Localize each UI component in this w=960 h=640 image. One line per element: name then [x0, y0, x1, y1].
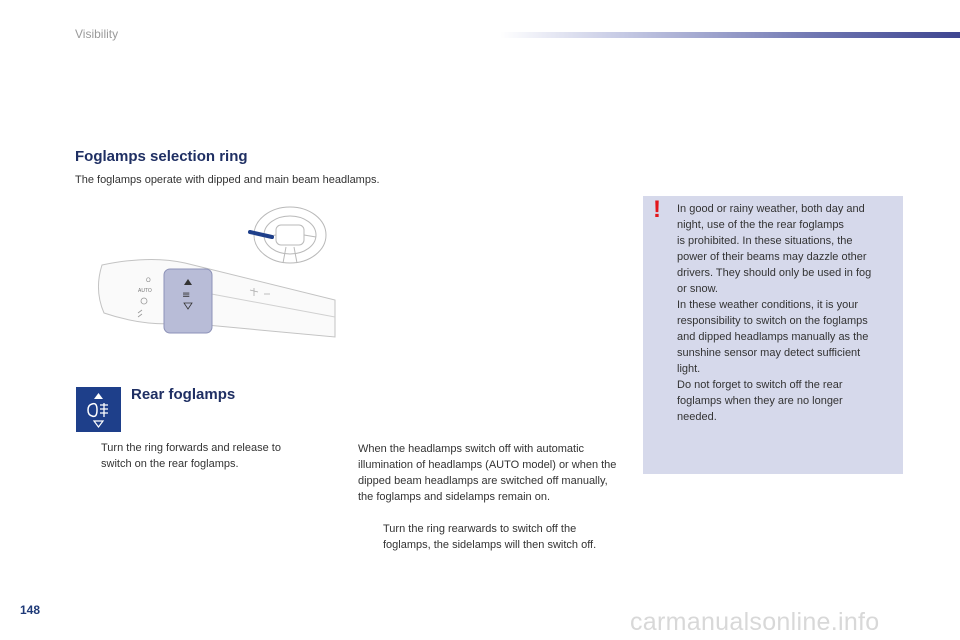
stalk-label-o: O: [146, 278, 151, 284]
foglamp-selection-ring: [164, 269, 212, 333]
warning-line: drivers. They should only be used in fog: [677, 267, 872, 279]
section-header-title: Visibility: [75, 27, 119, 41]
warning-line: In good or rainy weather, both day and: [677, 203, 865, 215]
stalk-body: [98, 259, 335, 337]
rear-foglamps-title: Rear foglamps: [131, 386, 236, 403]
intro-text: The foglamps operate with dipped and main beam headlamps.: [75, 174, 380, 186]
warning-line: In these weather conditions, it is your: [677, 299, 858, 311]
warning-line: needed.: [677, 411, 717, 423]
rear-foglamp-icon: [76, 387, 121, 432]
ring-foglamp-icon: ≡: [182, 290, 191, 301]
page-number: 148: [20, 603, 41, 617]
warning-line: Do not forget to switch off the rear: [677, 379, 843, 391]
warning-line: responsibility to switch on the foglamps: [677, 315, 868, 327]
warning-line: power of their beams may dazzle other: [677, 251, 867, 263]
auto-illumination-note: When the headlamps switch off with automatic illumination of headlamps (AUTO model) or when the dipped beam headlamps are switched off manually, the foglamps and sidelamps remain on.: [358, 443, 617, 503]
warning-text: [677, 201, 899, 425]
warning-line: or snow.: [677, 283, 718, 295]
page-title: Foglamps selection ring: [75, 148, 248, 165]
warning-line: sunshine sensor may detect sufficient: [677, 347, 861, 359]
warning-line: and dipped headlamps manually as the: [677, 331, 869, 343]
warning-line: light.: [677, 363, 701, 375]
stalk-pointer: [250, 232, 272, 237]
watermark: carmanualsonline.info: [630, 608, 880, 636]
stalk-illustration: [90, 195, 345, 345]
rear-foglamps-switch-on-instruction: Turn the ring forwards and release to switch on the rear foglamps.: [101, 442, 281, 470]
warning-line: foglamps when they are no longer: [677, 395, 843, 407]
stalk-label-auto: AUTO: [138, 288, 152, 294]
warning-exclamation-icon: !: [653, 196, 661, 223]
header-gradient-bar: [500, 32, 960, 38]
warning-line: is prohibited. In these situations, the: [677, 235, 853, 247]
warning-line: night, use of the the rear foglamps: [677, 219, 844, 231]
rear-foglamps-switch-off-instruction: Turn the ring rearwards to switch off the foglamps, the sidelamps will then switch off.: [383, 523, 597, 551]
